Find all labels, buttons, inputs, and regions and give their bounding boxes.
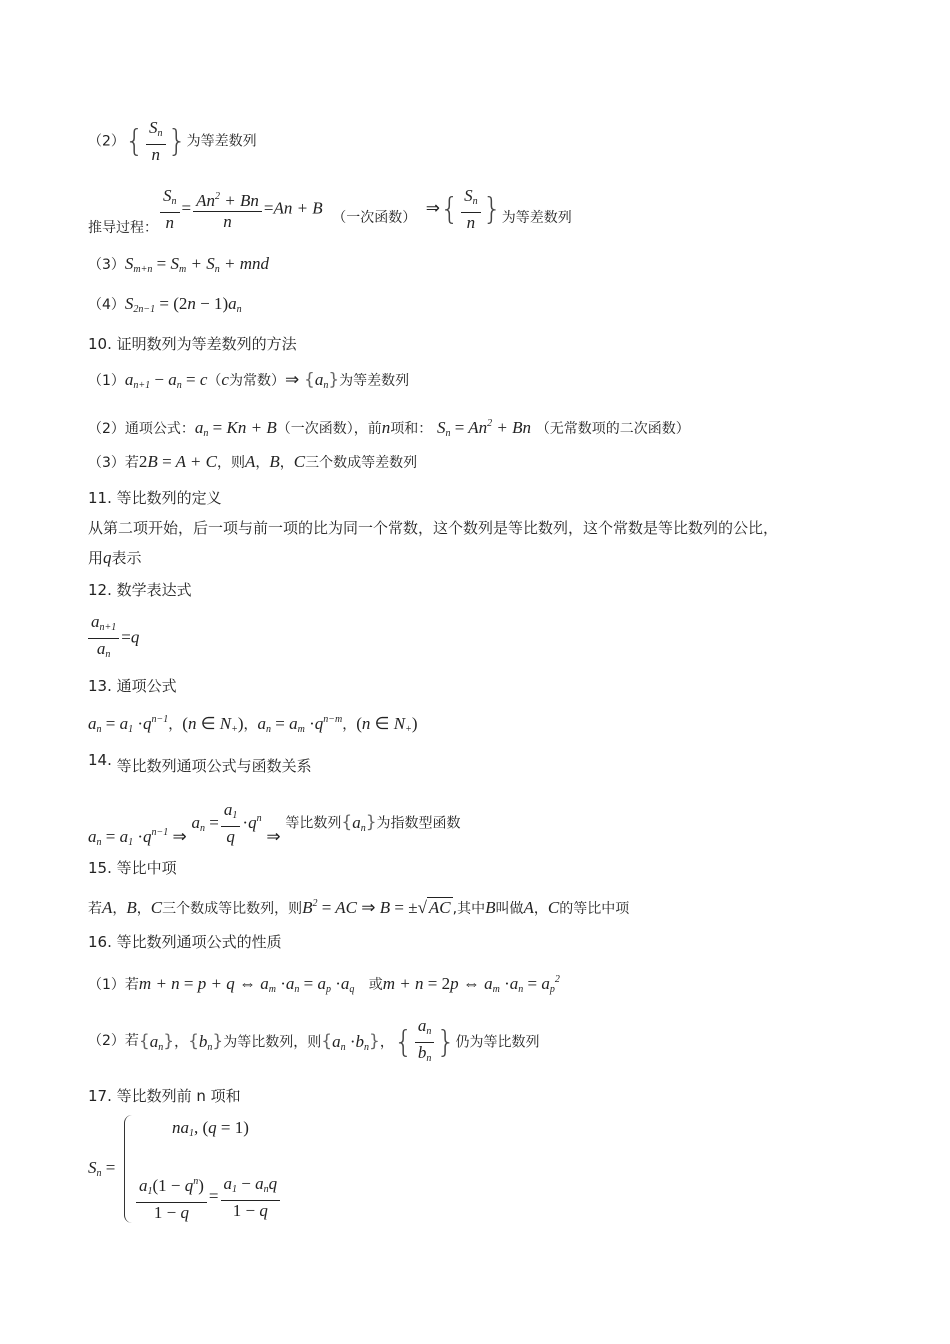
item-3-label: （3） — [88, 257, 125, 273]
section-11-definition: 从第二项开始，后一项与前一项的比为同一个常数，这个数列是等比数列，这个常数是等比数列的公比， 用q表示 — [88, 519, 779, 567]
s10-point-1: $(1)a_{n+1} - a_n = c(c$为常数）⇒ $\{a_n\}$为等差数列 — [88, 370, 410, 391]
item-3: $(3)S_{m+n} = S_m + S_n$ + mnd — [88, 254, 269, 275]
s14-formula: $a_n = a_1 \cdot q^{n-1}$ ⇒ $a_n$ = $\frac{a_1}{q}$ $\cdot q^n$ ⇒ 等比数列$\{a_n\}$为指数型函数 — [88, 800, 461, 848]
s10-p2-tail: （无常数项的二次函数） — [535, 421, 690, 437]
s14-mid: 等比数列 — [285, 815, 342, 832]
s10-point-2: （2）通项公式：$a_n = Kn + B$（一次函数），前n项和： $S_n = An^2 + Bn$ （无常数项的二次函数） — [88, 418, 690, 439]
sn-over-n-fraction: $\frac{S_n}{n}$ — [146, 118, 166, 165]
item-2-tail: 为等差数列 — [186, 133, 257, 150]
section-16-title: 16. 等比数列通项公式的性质 — [88, 933, 282, 951]
s12-formula: $\frac{a_{n+1}}{a_n}$ =q — [88, 612, 139, 665]
s10-p2-note: （一次函数），前 — [276, 421, 382, 437]
section-12-title: 12. 数学表达式 — [88, 581, 192, 599]
s17-case-2: $\frac{a_1(1 - q^n)}{1 - q}$ = $\frac{a_1 - a_nq}{1 - q}$ — [136, 1172, 282, 1223]
s10-p2-mid: 项和： — [390, 421, 433, 437]
section-17-title: 17. 等比数列前 n 项和 — [88, 1087, 241, 1105]
s11-text2b: 表示 — [111, 549, 142, 567]
s14-title: 等比数列通项公式与函数关系 — [116, 757, 312, 775]
s11-text2a: 用 — [88, 549, 104, 567]
s10-p3-mid: ，则 — [217, 455, 245, 471]
item-4-label: （4） — [88, 297, 125, 313]
s10-p1-note: 为常数） — [228, 373, 285, 389]
s17-sn: $S_n$ = — [88, 1158, 116, 1179]
section-14-title — [88, 751, 312, 776]
derivation-tail: 为等差数列 — [501, 209, 572, 226]
s10-p3-tail: 三个数成等差数列 — [305, 455, 418, 471]
item-2: （2）{ $\frac{S_n}{n}$ }为等差数列 — [88, 118, 257, 164]
s16-point-1: （1）若m + n = p + q ⇔ $a_m \cdot a_n = a_p \cdot a_q$ 或m + n = 2p ⇔ $a_m \cdot a_n = a_p^2$ — [88, 974, 560, 995]
item-2-label: （2） — [88, 133, 125, 150]
s10-p1-label: （1） — [88, 373, 125, 389]
s10-p2-label: （2）通项公式： — [88, 421, 195, 437]
section-13-title: 13. 通项公式 — [88, 677, 177, 695]
s14-tail: 为指数型函数 — [376, 815, 461, 832]
s10-point-3: （3）若2B = A + C，则A，B，C三个数成等差数列 — [88, 452, 418, 471]
s13-formula: $a_n = a_1 \cdot q^{n-1}$，(n ∈ $N_+$)，$a_n = a_m \cdot q^{n-m}$，(n ∈ $N_+$) — [88, 714, 418, 735]
s10-p3-label: （3）若 — [88, 455, 139, 471]
item-4: $(4)S_{2n-1} = (2n - 1)a_n$ — [88, 294, 242, 315]
section-11-title: 11. 等比数列的定义 — [88, 489, 222, 507]
derivation-label: 推导过程： — [88, 219, 158, 236]
s15-text: 若A，B，C三个数成等比数列，则$B^2$ = AC ⇒ B = ±√ AC ,其中B叫做A，C的等比中项 — [88, 898, 630, 917]
s16-point-2: （2）若$\{a_n\}$，$\{b_n\}$为等比数列，则$\{a_n \cdot b_n\}$，{ $\frac{a_n}{b_n}$ }仍为等比数列 — [88, 1016, 540, 1064]
derivation-note: （一次函数） — [332, 209, 417, 226]
section-15-title: 15. 等比中项 — [88, 859, 177, 877]
s17-case-1: $na_1$, (q = 1) — [172, 1118, 249, 1139]
derivation: 推导过程： $\frac{S_n}{n}$ = $\frac{An^2 + Bn}{n}$ =An + B （一次函数） ⇒{ $\frac{S_n}{n}$ }为等差数列 — [88, 186, 572, 236]
section-10-title: 10. 证明数列为等差数列的方法 — [88, 335, 297, 353]
s11-text: 从第二项开始，后一项与前一项的比为同一个常数，这个数列是等比数列，这个常数是等比数列的公比， — [88, 519, 779, 537]
s14-num: 14. — [88, 751, 112, 769]
s10-p1-tail: 为等差数列 — [339, 373, 410, 389]
